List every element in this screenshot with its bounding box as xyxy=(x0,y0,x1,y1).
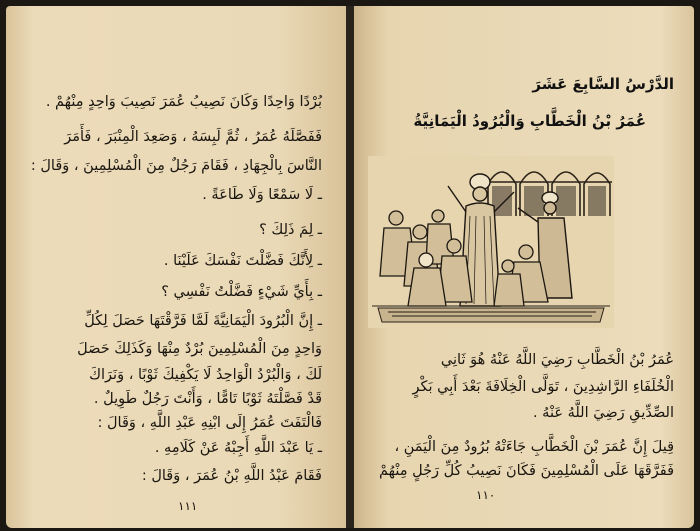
text-line: ـ بِأَيِّ شَيْءٍ فَضَّلْتُ نَفْسِي ؟ xyxy=(161,284,322,300)
text-line: الْخُلَفَاءِ الرَّاشِدِينَ ، تَوَلَّى الْخِلَافَةَ بَعْدَ أَبِي بَكْرٍ xyxy=(412,379,674,395)
right-page xyxy=(354,6,694,528)
text-line: قِيلَ إِنَّ عُمَرَ بْنَ الْخَطَّابِ جَاءَتْهُ بُرُودٌ مِنَ الْيَمَنِ ، xyxy=(394,439,674,455)
text-line: ـ لِمَ ذَلِكَ ؟ xyxy=(259,222,322,238)
text-line: بُرْدًا وَاحِدًا وَكَانَ نَصِيبُ عُمَرَ نَصِيبَ وَاحِدٍ مِنْهُمْ . xyxy=(45,94,322,110)
text-line: فَفَصَّلَهُ عُمَرُ ، ثُمَّ لَبِسَهُ ، وَصَعِدَ الْمِنْبَرَ ، فَأَمَرَ xyxy=(64,129,322,145)
text-line: ـ إِنَّ الْبُرُودَ الْيَمَانِيَّةَ لَمَّا فَرَّقْتَهَا حَصَلَ لِكُلِّ xyxy=(84,313,322,329)
text-line: ـ يَا عَبْدَ اللَّهِ أَجِبْهُ عَنْ كَلَامِهِ . xyxy=(154,440,322,456)
illustration-drawing xyxy=(368,156,614,328)
text-line: وَاحِدٍ مِنَ الْمُسْلِمِينَ بُرْدٌ مِنْهَا وَكَذَلِكَ حَصَلَ xyxy=(77,341,322,357)
text-line: لَكَ ، وَالْبُرْدُ الْوَاحِدُ لَا يَكْفِيكَ ثَوْبًا ، وَنَرَاكَ xyxy=(89,367,322,383)
text-line: ـ لَا سَمْعًا وَلَا طَاعَةً . xyxy=(202,187,322,203)
page-number: ١١١ xyxy=(178,499,198,513)
text-line: النَّاسَ بِالْجِهَادِ ، فَقَامَ رَجُلٌ مِنَ الْمُسْلِمِينَ ، وَقَالَ : xyxy=(30,158,322,174)
text-line: ـ لِأَنَّكَ فَضَّلْتَ نَفْسَكَ عَلَيْنَا . xyxy=(163,253,322,269)
lesson-illustration xyxy=(368,156,614,328)
text-line: قَدْ فَصَّلْتَهُ ثَوْبًا تَامًّا ، وَأَنْتَ رَجُلٌ طَوِيلٌ . xyxy=(93,391,322,407)
text-line: الصِّدِّيقِ رَضِيَ اللَّهُ عَنْهُ . xyxy=(532,405,674,421)
left-page xyxy=(6,6,346,528)
text-line: فَقَامَ عَبْدُ اللَّهِ بْنُ عُمَرَ ، وَقَالَ : xyxy=(141,468,322,484)
text-line: عُمَرُ بْنُ الْخَطَّابِ رَضِيَ اللَّهُ عَنْهُ هُوَ ثَانِي xyxy=(440,352,674,368)
book-gutter xyxy=(346,6,354,528)
text-line: فَالْتَفَتَ عُمَرُ إِلَى ابْنِهِ عَبْدِ اللَّهِ ، وَقَالَ : xyxy=(97,415,322,431)
lesson-title: الدَّرْسُ السَّابِعَ عَشَرَ xyxy=(532,75,674,93)
page-number: ١١٠ xyxy=(476,488,496,502)
lesson-subtitle: عُمَرُ بْنُ الْخَطَّابِ وَالْبُرُودُ الْيَمَانِيَّةُ xyxy=(413,112,646,130)
text-line: فَفَرَّقَهَا عَلَى الْمُسْلِمِينَ فَكَانَ نَصِيبُ كُلِّ رَجُلٍ مِنْهُمْ xyxy=(379,463,674,479)
